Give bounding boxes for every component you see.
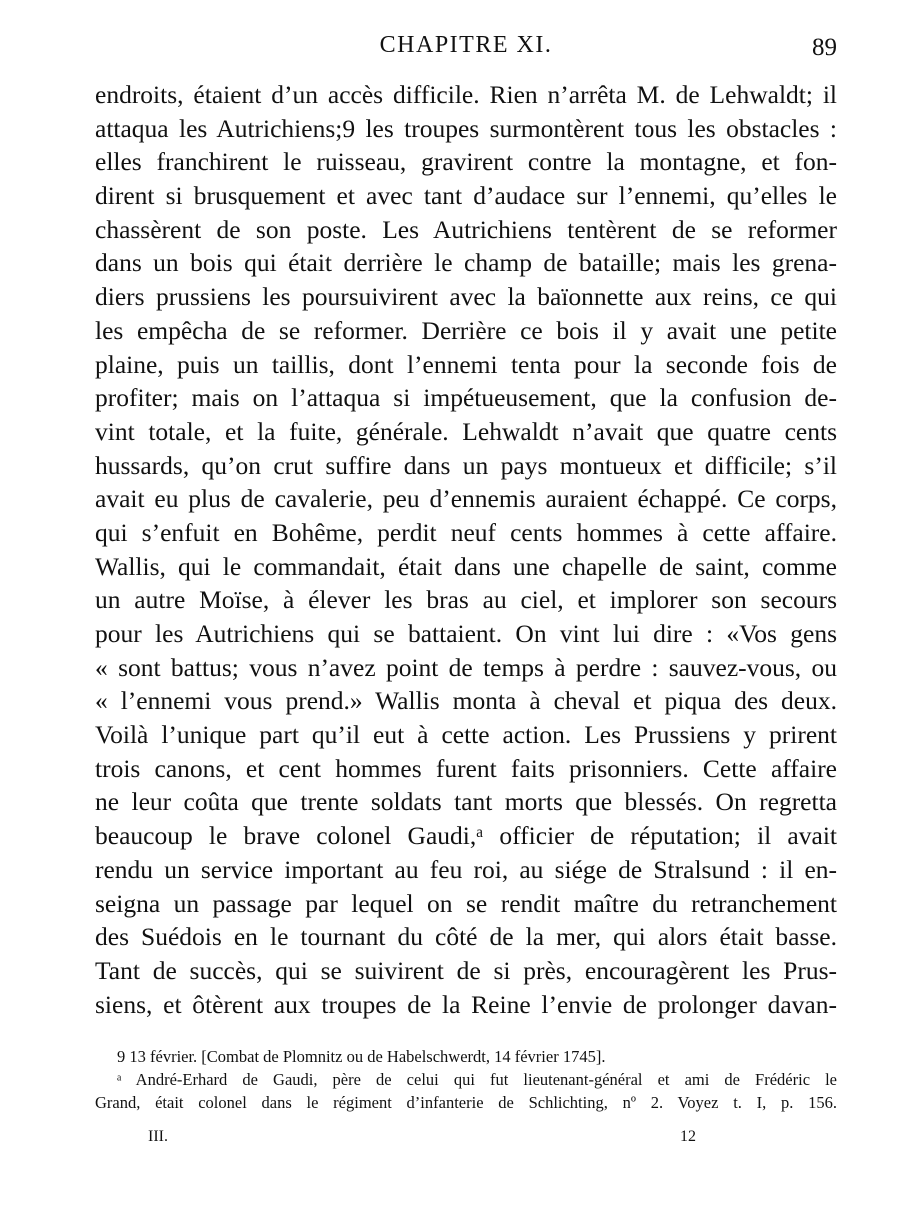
running-title: CHAPITRE XI. [379, 32, 553, 58]
body-text [95, 78, 837, 1021]
text-line: trois canons, et cent hommes furent faits prisonniers. Cette affaire [95, 753, 837, 783]
page-header [95, 30, 837, 70]
text-line: Wallis, qui le commandait, était dans une chapelle de saint, comme [95, 551, 837, 581]
text-line: vint totale, et la fuite, générale. Lehwaldt n’avait que quatre cents [95, 416, 837, 446]
text-line: les empêcha de se reformer. Derrière ce bois il y avait une petite [95, 315, 837, 345]
text-line: profiter; mais on l’attaqua si impétueusement, que la confusion de- [95, 383, 837, 413]
text-line: seigna un passage par lequel on se rendit maître du retranchement [95, 888, 837, 918]
text-line: elles franchirent le ruisseau, gravirent contre la montagne, et fon- [95, 147, 837, 177]
text-line: Voilà l’unique part qu’il eut à cette action. Les Prussiens y prirent [95, 720, 837, 750]
text-line: attaqua les Autrichiens;9 les troupes surmontèrent tous les obstacles : [95, 113, 837, 143]
text-line: dans un bois qui était derrière le champ de bataille; mais les grena- [95, 248, 837, 278]
page-number: 89 [812, 34, 837, 61]
text-line: endroits, étaient d’un accès difficile. Rien n’arrêta M. de Lehwaldt; il [95, 80, 837, 109]
text-line: des Suédois en le tournant du côté de la mer, qui alors était basse. [95, 922, 837, 952]
text-line: diers prussiens les poursuivirent avec la baïonnette aux reins, ce qui [95, 282, 837, 312]
text-line: hussards, qu’on crut suffire dans un pays montueux et difficile; s’il [95, 450, 837, 480]
signature-volume: III. [148, 1128, 168, 1145]
footnote-a-line: ᵃ André-Erhard de Gaudi, père de celui qui fut lieutenant-général et ami de Frédéric le [117, 1070, 837, 1089]
text-line: un autre Moïse, à élever les bras au ciel, et implorer son secours [95, 585, 837, 615]
text-line: beaucoup le brave colonel Gaudi,ᵃ officier de réputation; il avait [95, 821, 837, 851]
text-line: plaine, puis un taillis, dont l’ennemi tenta pour la seconde fois de [95, 349, 837, 379]
text-line: avait eu plus de cavalerie, peu d’ennemis auraient échappé. Ce corps, [95, 484, 837, 514]
text-line: dirent si brusquement et avec tant d’audace sur l’ennemi, qu’elles le [95, 181, 837, 211]
text-line: qui s’enfuit en Bohême, perdit neuf cents hommes à cette affaire. [95, 517, 837, 547]
text-line: Tant de succès, qui se suivirent de si près, encouragèrent les Prus- [95, 955, 837, 985]
text-line: siens, et ôtèrent aux troupes de la Reine l’envie de prolonger davan- [95, 989, 837, 1019]
text-line: pour les Autrichiens qui se battaient. On vint lui dire : «Vos gens [95, 619, 837, 648]
text-line: chassèrent de son poste. Les Autrichiens tentèrent de se reformer [95, 214, 837, 244]
signature-sheet: 12 [680, 1128, 696, 1145]
footnote-9: 9 13 février. [Combat de Plomnitz ou de Habelschwerdt, 14 février 1745]. [117, 1047, 606, 1066]
text-line: « sont battus; vous n’avez point de temps à perdre : sauvez-vous, ou [95, 652, 837, 682]
text-line: « l’ennemi vous prend.» Wallis monta à cheval et piqua des deux. [95, 686, 837, 716]
text-line: rendu un service important au feu roi, au siége de Stralsund : il en- [95, 854, 837, 884]
footnote-a-line: Grand, était colonel dans le régiment d’infanterie de Schlichting, nº 2. Voyez t. I, p. 156. [95, 1093, 837, 1112]
footnotes [95, 1045, 837, 1114]
text-line: ne leur coûta que trente soldats tant morts que blessés. On regretta [95, 787, 837, 817]
